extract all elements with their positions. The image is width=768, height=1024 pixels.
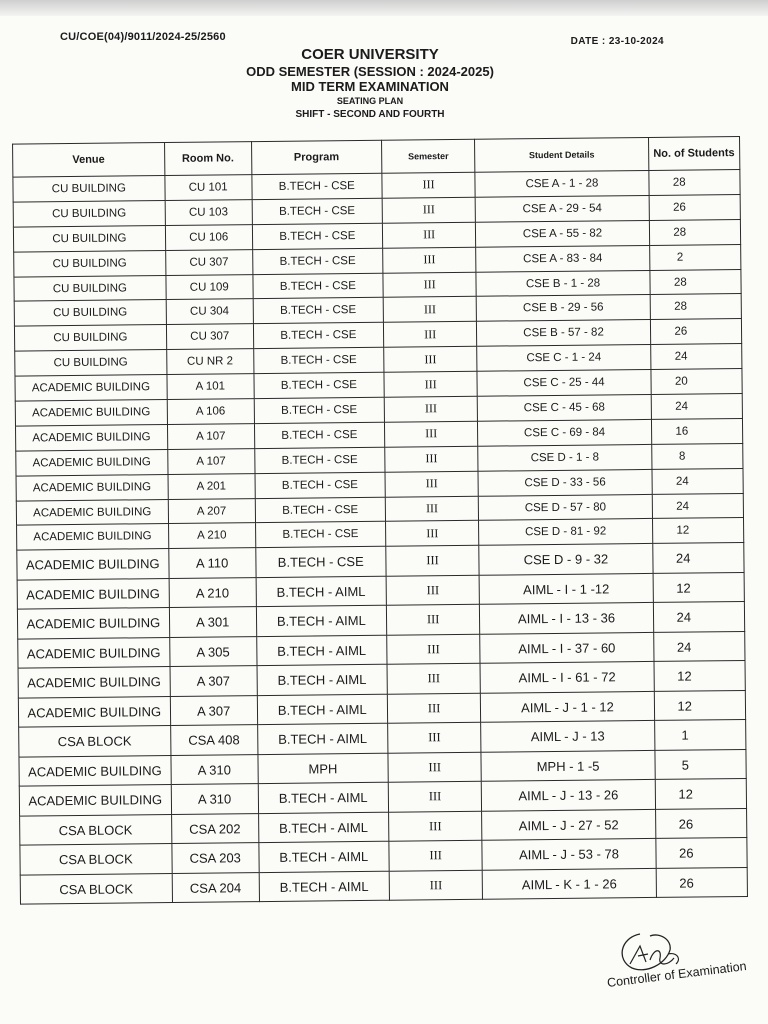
program-cell: B.TECH - AIML — [256, 606, 386, 637]
semester-cell: III — [384, 371, 478, 397]
program-cell: B.TECH - CSE — [254, 372, 384, 398]
student-details-cell: CSE B - 1 - 28 — [476, 270, 649, 297]
room-cell: A 307 — [170, 666, 257, 696]
column-header-semester: Semester — [381, 139, 475, 173]
column-header-room: Room No. — [164, 142, 251, 176]
room-cell: CSA 408 — [170, 725, 257, 755]
student-details-cell: AIML - J - 13 — [481, 721, 654, 752]
student-count-cell: 28 — [648, 170, 740, 196]
semester-cell: III — [385, 521, 479, 547]
venue-cell: CSA BLOCK — [20, 844, 172, 875]
venue-cell: ACADEMIC BUILDING — [16, 474, 168, 500]
venue-cell: ACADEMIC BUILDING — [19, 785, 171, 816]
program-cell: B.TECH - CSE — [255, 522, 385, 548]
program-cell: B.TECH - CSE — [252, 248, 382, 274]
table-row — [20, 867, 747, 904]
program-cell: MPH — [258, 753, 388, 784]
semester-cell: III — [387, 723, 481, 753]
student-count-cell: 26 — [650, 319, 742, 345]
program-cell: B.TECH - CSE — [252, 223, 382, 249]
room-cell: CU 101 — [165, 175, 252, 201]
venue-cell: ACADEMIC BUILDING — [18, 637, 170, 668]
venue-cell: CU BUILDING — [14, 300, 166, 326]
venue-cell: ACADEMIC BUILDING — [15, 375, 167, 401]
venue-cell: ACADEMIC BUILDING — [15, 400, 167, 426]
student-details-cell: CSE A - 83 - 84 — [476, 245, 649, 272]
student-count-cell: 12 — [654, 690, 746, 720]
student-count-cell: 20 — [651, 369, 743, 395]
student-count-cell: 12 — [655, 779, 747, 809]
venue-cell: CSA BLOCK — [19, 726, 171, 757]
venue-cell: ACADEMIC BUILDING — [16, 499, 168, 525]
semester-cell: III — [388, 782, 482, 812]
student-details-cell: CSE D - 57 - 80 — [479, 494, 652, 521]
room-cell: CU 106 — [165, 224, 252, 250]
student-details-cell: CSE C - 45 - 68 — [478, 394, 651, 421]
student-count-cell: 28 — [649, 219, 741, 245]
seating-plan-table — [12, 136, 748, 905]
room-cell: CU 307 — [166, 324, 253, 350]
student-count-cell: 24 — [652, 493, 744, 519]
program-cell: B.TECH - CSE — [254, 447, 384, 473]
room-cell: A 210 — [168, 523, 255, 549]
student-details-cell: CSE B - 57 - 82 — [477, 320, 650, 347]
venue-cell: CSA BLOCK — [20, 873, 172, 904]
student-details-cell: AIML - J - 13 - 26 — [482, 780, 655, 811]
student-count-cell: 2 — [649, 244, 741, 270]
student-details-cell: AIML - I - 1 -12 — [480, 573, 653, 604]
student-count-cell: 1 — [654, 720, 746, 750]
student-details-cell: CSE D - 1 - 8 — [478, 444, 651, 471]
venue-cell: CU BUILDING — [13, 200, 165, 226]
student-count-cell: 24 — [651, 394, 743, 420]
student-details-cell: CSE A - 55 - 82 — [476, 220, 649, 247]
venue-cell: ACADEMIC BUILDING — [17, 549, 169, 580]
venue-cell: ACADEMIC BUILDING — [17, 578, 169, 609]
student-details-cell: CSE D - 81 - 92 — [479, 519, 652, 546]
room-cell: CSA 204 — [172, 872, 259, 902]
shift-info: SHIFT - SECOND AND FOURTH — [295, 109, 445, 120]
program-cell: B.TECH - CSE — [253, 273, 383, 299]
student-count-cell: 26 — [649, 194, 741, 220]
semester-cell: III — [385, 496, 479, 522]
semester-cell: III — [385, 446, 479, 472]
student-count-cell: 12 — [652, 518, 744, 544]
student-details-cell: CSE D - 33 - 56 — [478, 469, 651, 496]
document-date: DATE : 23-10-2024 — [570, 36, 664, 47]
semester-cell: III — [383, 322, 477, 348]
room-cell: A 210 — [169, 577, 256, 607]
semester-cell: III — [382, 172, 476, 198]
semester-cell: III — [384, 346, 478, 372]
student-details-cell: AIML - I - 37 - 60 — [480, 632, 653, 663]
program-cell: B.TECH - AIML — [257, 665, 387, 696]
venue-cell: ACADEMIC BUILDING — [17, 608, 169, 639]
room-cell: CSA 203 — [172, 843, 259, 873]
student-details-cell: CSE A - 1 - 28 — [475, 170, 648, 197]
semester-cell: III — [387, 634, 481, 664]
student-count-cell: 24 — [653, 631, 745, 661]
student-count-cell: 28 — [650, 294, 742, 320]
room-cell: A 301 — [169, 607, 256, 637]
venue-cell: ACADEMIC BUILDING — [17, 524, 169, 550]
program-cell: B.TECH - AIML — [258, 812, 388, 843]
semester-cell: III — [382, 222, 476, 248]
program-cell: B.TECH - AIML — [258, 783, 388, 814]
plan-title: SEATING PLAN — [336, 96, 404, 106]
semester-cell: III — [383, 297, 477, 323]
student-details-cell: CSE C - 69 - 84 — [478, 419, 651, 446]
student-details-cell: CSE C - 25 - 44 — [477, 370, 650, 397]
room-cell: A 107 — [167, 448, 254, 474]
venue-cell: ACADEMIC BUILDING — [18, 667, 170, 698]
exam-title: MID TERM EXAMINATION — [291, 79, 449, 94]
room-cell: CSA 202 — [171, 813, 258, 843]
room-cell: A 106 — [167, 399, 254, 425]
student-details-cell: CSE B - 29 - 56 — [477, 295, 650, 322]
venue-cell: CSA BLOCK — [20, 814, 172, 845]
document-header — [100, 46, 640, 121]
semester-cell: III — [387, 664, 481, 694]
venue-cell: CU BUILDING — [15, 350, 167, 376]
semester-cell: III — [383, 272, 477, 298]
student-count-cell: 24 — [650, 344, 742, 370]
semester-cell: III — [389, 870, 483, 900]
student-count-cell: 24 — [653, 602, 745, 632]
semester-cell: III — [386, 546, 480, 576]
program-cell: B.TECH - CSE — [254, 397, 384, 423]
semester-cell: III — [384, 396, 478, 422]
venue-cell: CU BUILDING — [14, 275, 166, 301]
venue-cell: ACADEMIC BUILDING — [18, 696, 170, 727]
semester-cell: III — [382, 197, 476, 223]
student-details-cell: AIML - J - 53 - 78 — [482, 839, 655, 870]
program-cell: B.TECH - AIML — [256, 635, 386, 666]
semester-cell: III — [388, 811, 482, 841]
program-cell: B.TECH - CSE — [253, 298, 383, 324]
student-count-cell: 24 — [652, 543, 744, 573]
student-details-cell: MPH - 1 -5 — [481, 750, 654, 781]
program-cell: B.TECH - AIML — [259, 871, 389, 902]
column-header-no-of-students: No. of Students — [648, 137, 740, 171]
student-count-cell: 26 — [655, 808, 747, 838]
scan-edge — [0, 0, 768, 16]
student-details-cell: AIML - I - 61 - 72 — [480, 662, 653, 693]
program-cell: B.TECH - CSE — [253, 323, 383, 349]
program-cell: B.TECH - CSE — [252, 198, 382, 224]
signatory-title: Controller of Examination — [606, 958, 748, 990]
column-header-program: Program — [251, 140, 381, 174]
program-cell: B.TECH - CSE — [253, 347, 383, 373]
room-cell: CU NR 2 — [166, 349, 253, 375]
university-name: COER UNIVERSITY — [301, 46, 439, 63]
room-cell: CU 304 — [166, 299, 253, 325]
semester-cell: III — [389, 841, 483, 871]
room-cell: A 201 — [168, 473, 255, 499]
column-header-student-details: Student Details — [475, 137, 648, 172]
student-count-cell: 12 — [653, 572, 745, 602]
room-cell: A 307 — [170, 695, 257, 725]
program-cell: B.TECH - AIML — [256, 576, 386, 607]
student-details-cell: AIML - J - 27 - 52 — [482, 809, 655, 840]
room-cell: CU 103 — [165, 200, 252, 226]
student-details-cell: AIML - I - 13 - 36 — [480, 603, 653, 634]
program-cell: B.TECH - AIML — [259, 842, 389, 873]
room-cell: A 310 — [171, 784, 258, 814]
semester-cell: III — [386, 605, 480, 635]
student-details-cell: AIML - K - 1 - 26 — [483, 868, 656, 899]
semester-cell: III — [383, 247, 477, 273]
room-cell: A 107 — [167, 424, 254, 450]
student-count-cell: 12 — [654, 661, 746, 691]
program-cell: B.TECH - CSE — [255, 472, 385, 498]
student-details-cell: CSE A - 29 - 54 — [476, 195, 649, 222]
room-cell: A 110 — [168, 548, 255, 578]
venue-cell: CU BUILDING — [14, 325, 166, 351]
venue-cell: ACADEMIC BUILDING — [16, 449, 168, 475]
semester-cell: III — [387, 693, 481, 723]
column-header-venue: Venue — [13, 143, 165, 178]
program-cell: B.TECH - CSE — [255, 497, 385, 523]
room-cell: A 101 — [167, 374, 254, 400]
student-count-cell: 26 — [656, 867, 748, 897]
room-cell: CU 307 — [165, 249, 252, 275]
room-cell: A 207 — [168, 498, 255, 524]
room-cell: A 305 — [169, 636, 256, 666]
program-cell: B.TECH - AIML — [257, 724, 387, 755]
student-details-cell: CSE C - 1 - 24 — [477, 345, 650, 372]
student-count-cell: 26 — [655, 838, 747, 868]
semester-cell: III — [388, 752, 482, 782]
semester-cell: III — [385, 471, 479, 497]
venue-cell: CU BUILDING — [14, 250, 166, 276]
semester-cell: III — [386, 575, 480, 605]
semester-session: ODD SEMESTER (SESSION : 2024-2025) — [246, 64, 494, 79]
venue-cell: CU BUILDING — [13, 225, 165, 251]
student-details-cell: AIML - J - 1 - 12 — [481, 691, 654, 722]
room-cell: A 310 — [171, 754, 258, 784]
program-cell: B.TECH - CSE — [254, 422, 384, 448]
student-count-cell: 16 — [651, 418, 743, 444]
venue-cell: CU BUILDING — [13, 176, 165, 202]
program-cell: B.TECH - CSE — [252, 173, 382, 199]
student-count-cell: 8 — [651, 443, 743, 469]
student-count-cell: 28 — [649, 269, 741, 295]
student-count-cell: 5 — [654, 749, 746, 779]
program-cell: B.TECH - CSE — [256, 547, 386, 578]
semester-cell: III — [384, 421, 478, 447]
venue-cell: ACADEMIC BUILDING — [15, 424, 167, 450]
reference-number: CU/COE(04)/9011/2024-25/2560 — [60, 31, 226, 43]
room-cell: CU 109 — [166, 274, 253, 300]
venue-cell: ACADEMIC BUILDING — [19, 755, 171, 786]
table-body — [13, 170, 748, 905]
student-count-cell: 24 — [652, 468, 744, 494]
program-cell: B.TECH - AIML — [257, 694, 387, 725]
student-details-cell: CSE D - 9 - 32 — [479, 544, 652, 575]
